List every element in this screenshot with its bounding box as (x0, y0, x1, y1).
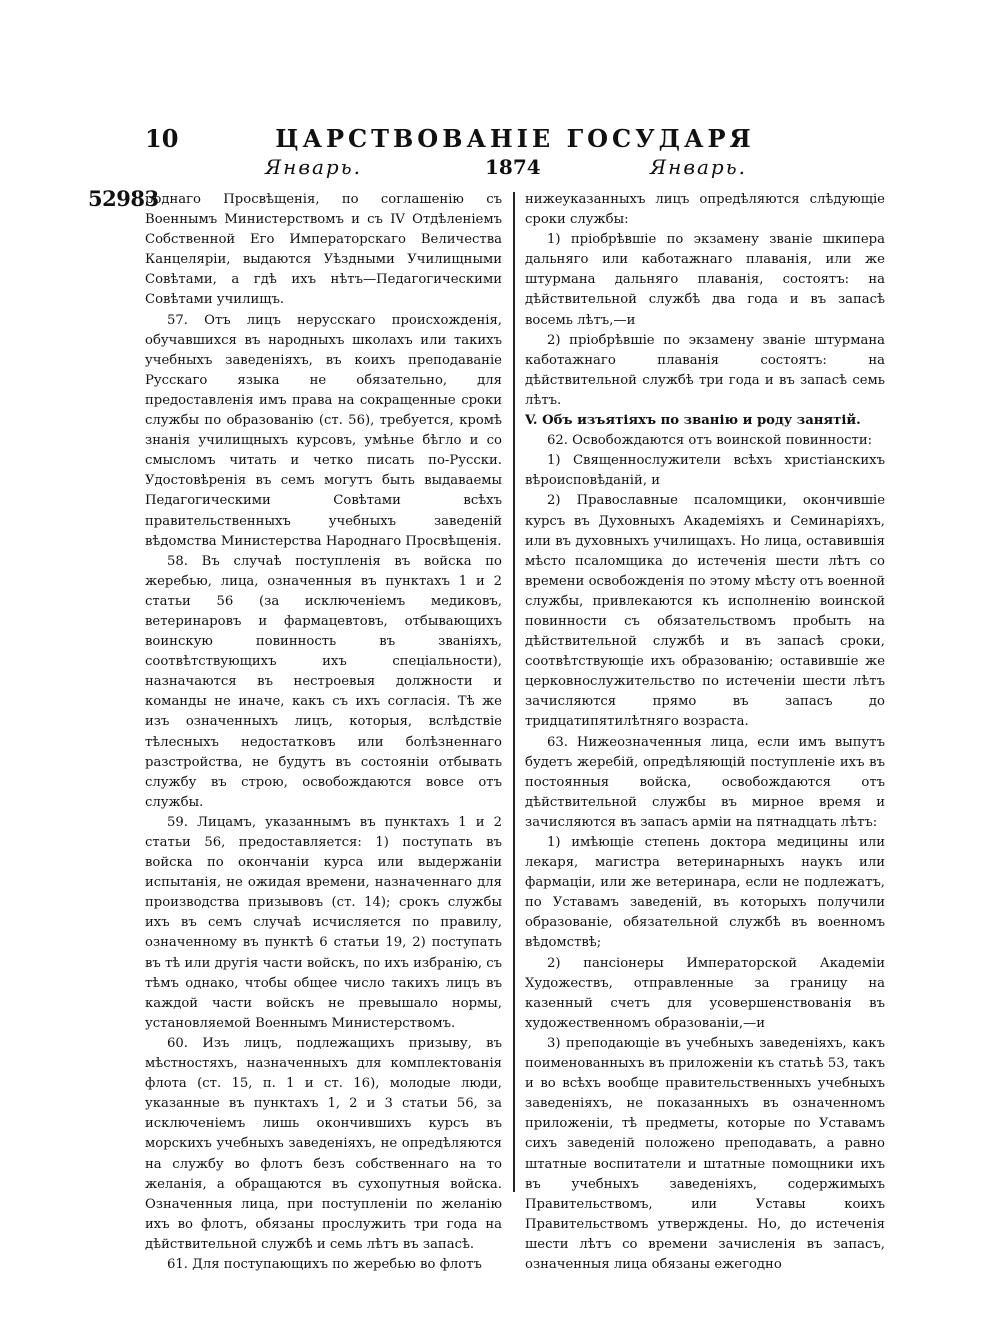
paragraph: 61. Для поступающихъ по жеребью во флотъ (167, 1256, 482, 1272)
running-header (145, 120, 885, 156)
month-left: Январь. (265, 155, 362, 179)
paragraph: 62. Освобождаются отъ воинской повинности: (547, 433, 873, 449)
paragraph: 1) пріобрѣвшіе по экзамену званіе шкипера дальняго или каботажнаго плаванія, или же штурмана дальняго плаванія, состоятъ: на дѣйствительной службѣ два года и въ запасѣ восемь лѣтъ,—и (525, 232, 885, 328)
paragraph: 58. Въ случаѣ поступленія въ войска по жеребью, лица, означенныя въ пунктахъ 1 и 2 статьи 56 (за исключеніемъ медиковъ, ветеринаровъ и фармацевтовъ, отбывающихъ воинскую повинность въ званіяхъ, соотвѣтствующихъ ихъ спеціальности), назначаются въ нестроевыя должности и команды не иначе, какъ съ ихъ согласія. Тѣ же изъ означенныхъ лицъ, которыя, вслѣдствіе тѣлесныхъ недостатковъ или болѣзненнаго разстройства, не будутъ въ состояніи отбывать службу въ строю, освобождаются вовсе отъ службы. (145, 553, 502, 810)
paragraph: роднаго Просвѣщенія, по соглашенію съ Военнымъ Министерствомъ и съ IV Отдѣленіемъ Собственной Его Императорскаго Величества Канцеляріи, выдаются Уѣздными Училищными Совѣтами, а гдѣ ихъ нѣтъ—Педагогическими Совѣтами училищъ. (145, 192, 502, 308)
year: 1874 (485, 155, 541, 179)
paragraph: 63. Нижеозначенныя лица, если имъ выпутъ будетъ жеребій, опредѣляющій поступленіе ихъ въ постоянныя войска, освобождаются отъ дѣйствительной службы въ мирное время и зачисляются въ запасъ арміи на пятнадцать лѣтъ: (525, 734, 885, 830)
page-number: 10 (145, 124, 179, 153)
page-title: ЦАРСТВОВАНІЕ ГОСУДАРЯ (275, 124, 755, 153)
paragraph: 2) пансіонеры Императорской Академіи Художествъ, отправленные за границу на казенный счетъ для усовершенствованія въ художественномъ образованіи,—и (525, 955, 885, 1031)
section-heading: V. Объ изъятіяхъ по званію и роду занятій. (525, 413, 861, 429)
paragraph: 2) пріобрѣвшіе по экзамену званіе штурмана каботажнаго плаванія состоятъ: на дѣйствительной службѣ три года и въ запасѣ семь лѣтъ. (525, 332, 885, 408)
date-line (145, 155, 885, 185)
paragraph: 1) имѣющіе степень доктора медицины или лекаря, магистра ветеринарныхъ наукъ или фармаціи, или же ветеринара, если не подлежатъ, по Уставамъ заведеній, въ которыхъ получили образованіе, обязательной службѣ въ военномъ вѣдомствѣ; (525, 835, 885, 951)
paragraph: 2) Православные псаломщики, окончившіе курсъ въ Духовныхъ Академіяхъ и Семинаріяхъ, или въ духовныхъ училищахъ. Но лица, оставившія мѣсто псаломщика до истеченія шести лѣтъ со времени освобожденія по этому мѣсту отъ военной службы, привлекаются къ исполненію воинской повинности съ обязательствомъ пробыть на дѣйствительной службѣ и въ запасѣ сроки, соотвѣтствующіе ихъ образованію; оставившіе же церковнослужительство по истеченіи шести лѣтъ зачисляются прямо въ запасъ до тридцатипятилѣтняго возраста. (525, 493, 885, 730)
month-right: Январь. (650, 155, 747, 179)
paragraph: 60. Изъ лицъ, подлежащихъ призыву, въ мѣстностяхъ, назначенныхъ для комплектованія флота (ст. 15, п. 1 и ст. 16), молодые люди, указанные въ пунктахъ 1, 2 и 3 статьи 56, за исключеніемъ лишь окончившихъ курсъ въ морскихъ учебныхъ заведеніяхъ, не опредѣляются на службу во флотъ безъ собственнаго на то желанія, а обращаются въ сухопутныя войска. Означенныя лица, при поступленіи по желанію ихъ во флотъ, обязаны прослужить три года на дѣйствительной службѣ и семь лѣтъ въ запасѣ. (145, 1035, 502, 1252)
paragraph: 3) преподающіе въ учебныхъ заведеніяхъ, какъ поименованныхъ въ приложеніи къ статьѣ 53, такъ и во всѣхъ вообще правительственныхъ учебныхъ заведеніяхъ, не показанныхъ въ означенномъ приложеніи, тѣ предметы, которые по Уставамъ сихъ заведеній положено преподавать, а равно штатные воспитатели и штатные помощники ихъ въ учебныхъ заведеніяхъ, содержимыхъ Правительствомъ, или Уставы коихъ Правительствомъ утверждены. Но, до истеченія шести лѣтъ со времени зачисленія въ запасъ, означенныя лица обязаны ежегодно (525, 1035, 885, 1272)
paragraph: 1) Священнослужители всѣхъ христіанскихъ вѣроисповѣданій, и (525, 453, 885, 489)
column-divider (513, 192, 515, 1192)
left-column (145, 190, 502, 1275)
margin-document-number: 52983 (88, 186, 159, 211)
paragraph: 57. Отъ лицъ нерусскаго происхожденія, обучавшихся въ народныхъ школахъ или такихъ учебныхъ заведеніяхъ, въ коихъ преподаваніе Русскаго языка не обязательно, для предоставленія имъ права на сокращенные сроки службы по образованію (ст. 56), требуется, кромѣ знанія училищныхъ курсовъ, умѣнье бѣгло и со смысломъ читать и четко писать по-Русски. Удостовѣренія въ семъ могутъ быть выдаваемы Педагогическими Совѣтами всѣхъ правительственныхъ учебныхъ заведеній вѣдомства Министерства Народнаго Просвѣщенія. (145, 312, 502, 549)
paragraph: 59. Лицамъ, указаннымъ въ пунктахъ 1 и 2 статьи 56, предоставляется: 1) поступать въ войска по окончаніи курса или выдержаніи испытанія, не ожидая времени, назначеннаго для производства призывовъ (ст. 14); срокъ службы ихъ въ семъ случаѣ исчисляется по правилу, означенному въ пунктѣ 6 статьи 19, 2) поступать въ тѣ или другія части войскъ, по ихъ избранію, съ тѣмъ однако, чтобы общее число такихъ лицъ въ каждой части войскъ не превышало нормы, установляемой Военнымъ Министерствомъ. (145, 814, 502, 1031)
paragraph: нижеуказанныхъ лицъ опредѣляются слѣдующіе сроки службы: (525, 192, 885, 228)
right-column (525, 190, 885, 1275)
